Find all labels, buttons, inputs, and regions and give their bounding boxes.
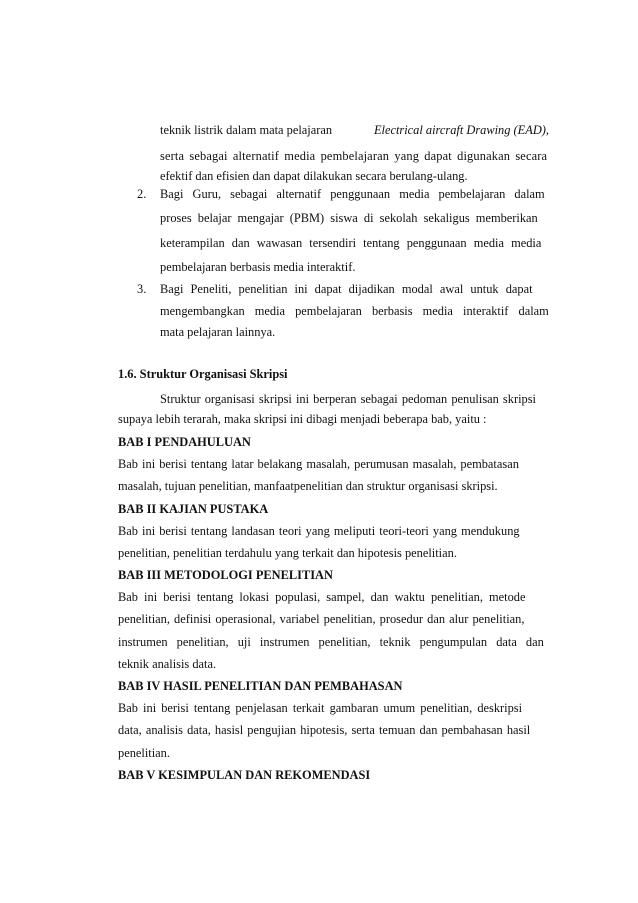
list-item-2-number: 2. <box>137 187 147 201</box>
list-item-2-line-1: Bagi Guru, sebagai alternatif penggunaan media pembelajaran dalam <box>160 187 545 201</box>
chapter-4-line-2: data, analisis data, hasisl pengujian hipotesis, serta temuan dan pembahasan hasil <box>118 723 531 737</box>
chapter-4-title: BAB IV HASIL PENELITIAN DAN PEMBAHASAN <box>118 679 403 693</box>
list-item-1-text-italic: Electrical aircraft Drawing (EAD) <box>373 123 546 137</box>
chapter-3-line-4: teknik analisis data. <box>118 657 217 671</box>
chapter-1-title: BAB I PENDAHULUAN <box>118 435 251 449</box>
list-item-3-line-2: mengembangkan media pembelajaran berbasis media interaktif dalam <box>160 304 549 318</box>
chapter-3-line-3: instrumen penelitian, uji instrumen penelitian, teknik pengumpulan data dan <box>118 635 544 649</box>
list-item-2-line-3: keterampilan dan wawasan tersendiri tentang penggunaan media media <box>160 236 542 250</box>
chapter-3-line-1: Bab ini berisi tentang lokasi populasi, sampel, dan waktu penelitian, metode <box>118 590 526 604</box>
chapter-4-line-3: penelitian. <box>118 746 170 760</box>
chapter-2-title: BAB II KAJIAN PUSTAKA <box>118 502 269 516</box>
list-item-1-text-comma: , <box>545 123 549 137</box>
list-item-2-line-2: proses belajar mengajar (PBM) siswa di sekolah sekaligus memberikan <box>160 211 538 225</box>
chapter-3-line-2: penelitian, definisi operasional, variabel penelitian, prosedur dan alur penelitian, <box>118 612 525 626</box>
list-item-3-number: 3. <box>137 282 147 296</box>
chapter-3-title: BAB III METODOLOGI PENELITIAN <box>118 568 333 582</box>
chapter-5-title: BAB V KESIMPULAN DAN REKOMENDASI <box>118 768 371 782</box>
chapter-2-line-1: Bab ini berisi tentang landasan teori yang meliputi teori-teori yang mendukung <box>118 524 520 538</box>
list-item-1-text-a: teknik listrik dalam mata pelajaran <box>160 123 333 137</box>
list-item-1-line-3: efektif dan efisien dan dapat dilakukan secara berulang-ulang. <box>160 169 468 183</box>
list-item-1-line-1 <box>160 122 549 138</box>
section-intro-line-2: supaya lebih terarah, maka skripsi ini dibagi menjadi beberapa bab, yaitu : <box>118 412 487 426</box>
list-item-1-line-2: serta sebagai alternatif media pembelajaran yang dapat digunakan secara <box>160 149 548 163</box>
chapter-2-line-2: penelitian, penelitian terdahulu yang terkait dan hipotesis penelitian. <box>118 546 457 560</box>
list-item-3-line-3: mata pelajaran lainnya. <box>160 325 276 339</box>
chapter-1-line-1: Bab ini berisi tentang latar belakang masalah, perumusan masalah, pembatasan <box>118 457 519 471</box>
section-heading: 1.6. Struktur Organisasi Skripsi <box>118 367 288 381</box>
list-item-2-line-4: pembelajaran berbasis media interaktif. <box>160 260 356 274</box>
list-item-3-line-1: Bagi Peneliti, penelitian ini dapat dijadikan modal awal untuk dapat <box>160 282 533 296</box>
chapter-4-line-1: Bab ini berisi tentang penjelasan terkait gambaran umum penelitian, deskripsi <box>118 701 523 715</box>
chapter-1-line-2: masalah, tujuan penelitian, manfaatpenelitian dan struktur organisasi skripsi. <box>118 479 498 493</box>
section-intro-line-1: Struktur organisasi skripsi ini berperan sebagai pedoman penulisan skripsi <box>160 392 536 406</box>
